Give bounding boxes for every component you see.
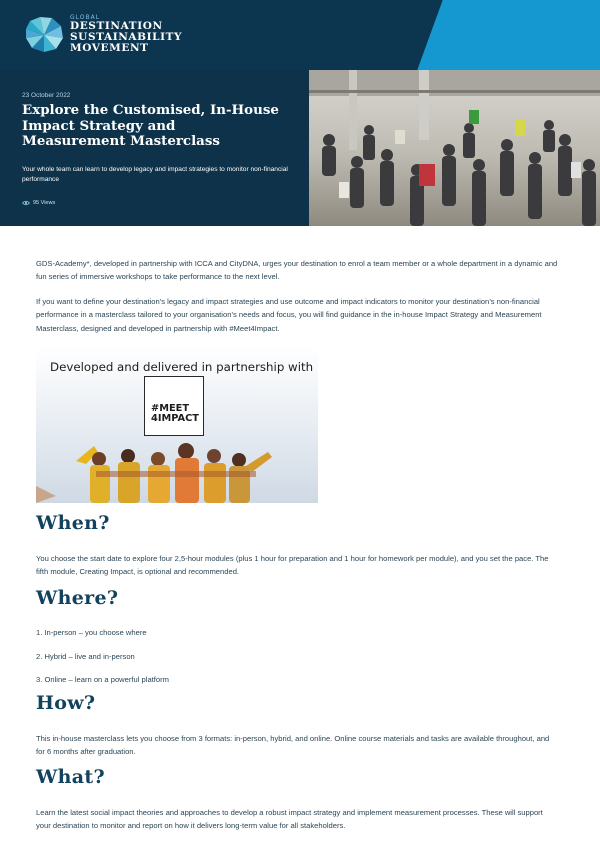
when-text: You choose the start date to explore four 2,5-hour modules (plus 1 hour for preparation and 1 hour for homework per module), and you set the pace. The fifth module, Creating Impact, is optional and recommended.	[36, 554, 549, 577]
brand-line-2: SUSTAINABILITY	[70, 30, 183, 43]
how-heading: How?	[36, 692, 96, 714]
hero-subtitle: Your whole team can learn to develop legacy and impact strategies to monitor non-financial performance	[22, 166, 288, 183]
intro-paragraph-2: If you want to define your destination’s legacy and impact strategies and use outcome and impact indicators to monitor your destination’s non-financial performance in a masterclass tailored to your organisation’s needs and focus, you will find guidance in the in-house Impact Strategy and Measurement Masterclass, designed and developed in partnership with #Meet4Impact.	[36, 297, 542, 333]
where-item-2: 2. Hybrid – live and in-person	[36, 652, 135, 661]
site-header	[0, 0, 600, 70]
when-heading: When?	[36, 512, 110, 534]
brand-logo[interactable]	[24, 14, 182, 54]
view-count-label: 95 Views	[33, 200, 56, 206]
partner-caption: Developed and delivered in partnership with	[50, 360, 314, 374]
where-heading: Where?	[36, 587, 119, 609]
how-text: This in-house masterclass lets you choose from 3 formats: in-person, hybrid, and online. Online course materials and tasks are available throughout, and for 6 months after graduation.	[36, 734, 550, 757]
hero-banner	[0, 70, 600, 226]
page-title: Explore the Customised, In-House Impact Strategy and Measurement Masterclass	[22, 102, 279, 149]
brand-line-3: MOVEMENT	[70, 41, 149, 54]
view-count	[22, 200, 55, 206]
eye-icon	[22, 200, 30, 206]
partner-logo-line-1: #MEET	[151, 403, 190, 414]
where-item-1: 1. In-person – you choose where	[36, 628, 147, 637]
brand-small-label: GLOBAL	[70, 13, 101, 21]
partner-logo-line-2: 4IMPACT	[151, 413, 199, 424]
intro-paragraph-1: GDS-Academy*, developed in partnership with ICCA and CityDNA, urges your destination to enrol a team member or a whole department in a dynamic and fun series of immersive workshops to take performance to the next level.	[36, 259, 558, 282]
partner-banner-image	[36, 346, 318, 503]
article-date: 23 October 2022	[22, 92, 71, 99]
meet4impact-logo	[144, 376, 204, 436]
brand-mark-icon	[24, 14, 66, 54]
what-heading: What?	[36, 766, 105, 788]
where-item-3: 3. Online – learn on a powerful platform	[36, 675, 169, 684]
hero-crowd-photo	[309, 70, 600, 226]
what-text: Learn the latest social impact theories and approaches to develop a robust impact strategy and implement measurement processes. These will support your destination to monitor and report on how it delivers long-term value for all stakeholders.	[36, 808, 543, 831]
brand-line-1: DESTINATION	[70, 19, 163, 32]
